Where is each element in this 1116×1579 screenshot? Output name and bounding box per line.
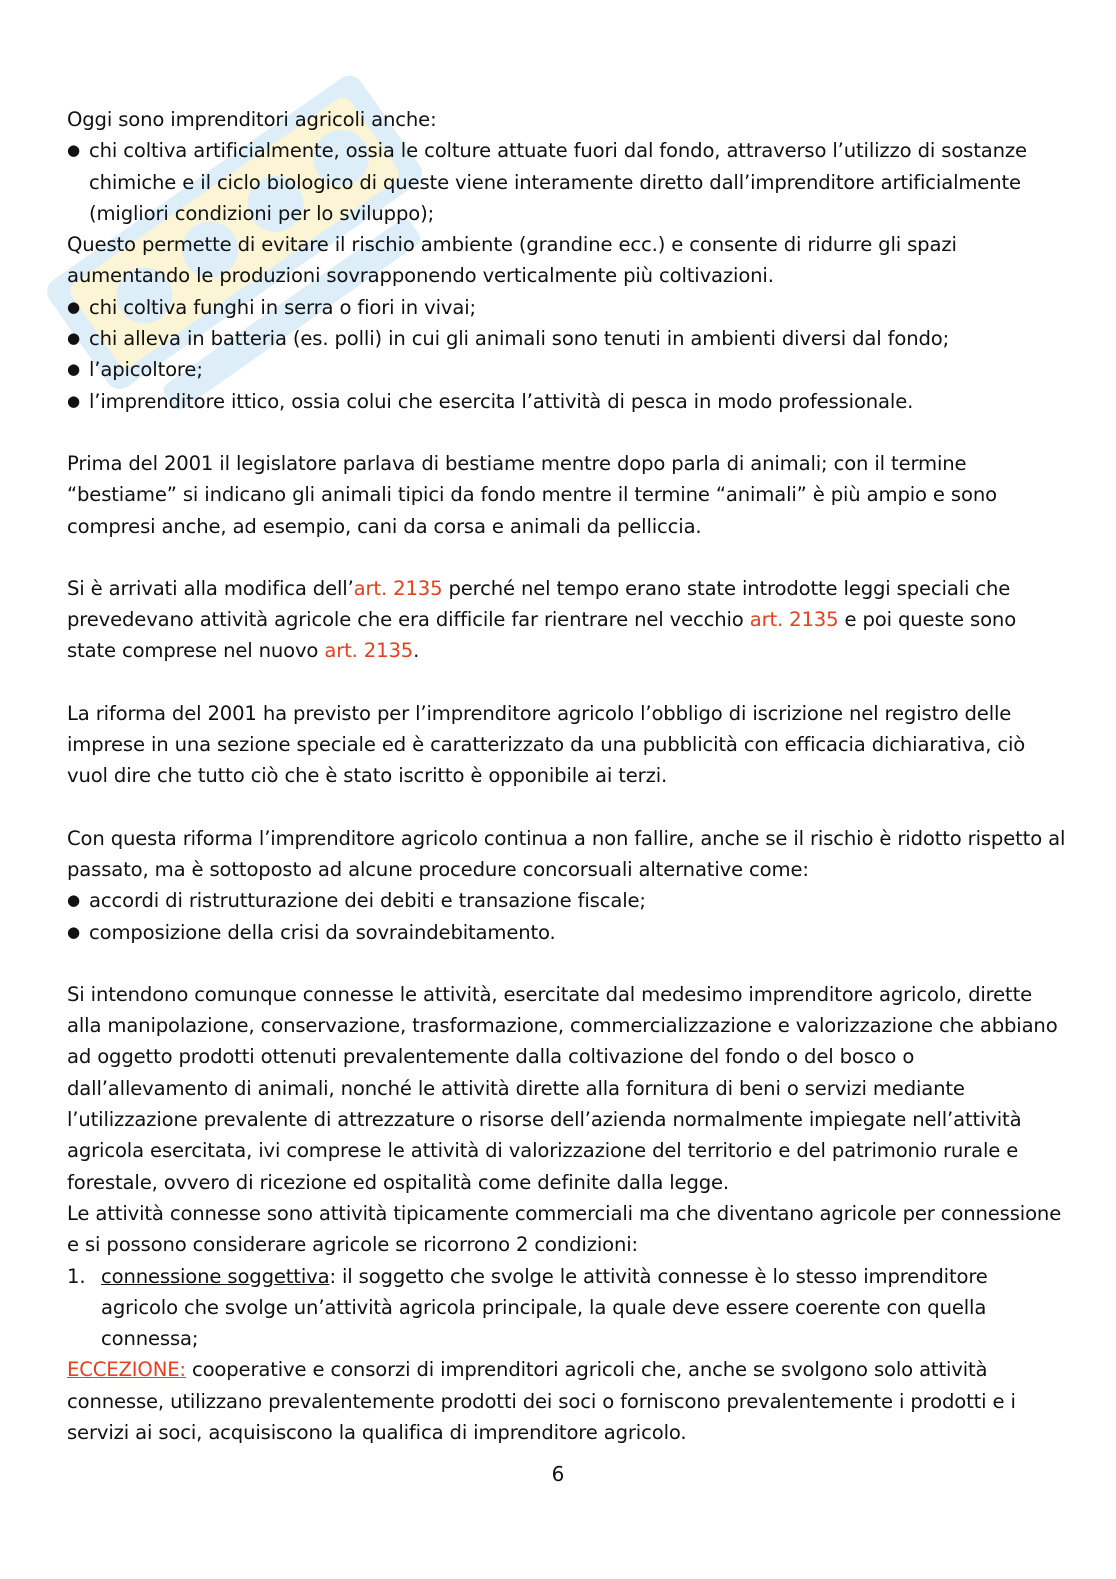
article-link[interactable]: art. 2135 <box>749 608 839 632</box>
text-run: : il soggetto che svolge le attività connesse è lo stesso imprenditore agricolo che svolge un’attività agricola principale, la quale deve essere coerente con quella connessa; <box>101 1264 988 1351</box>
list-item: ● chi alleva in batteria (es. polli) in cui gli animali sono tenuti in ambienti diversi dal fondo; <box>67 323 1067 354</box>
list-number: 1. <box>67 1264 86 1288</box>
paragraph-art-2135 <box>67 573 1067 667</box>
paragraph-intro: Oggi sono imprenditori agricoli anche: <box>67 108 437 131</box>
numbered-list <box>67 1261 1067 1355</box>
list-item: ● chi coltiva artificialmente, ossia le colture attuate fuori dal fondo, attraverso l’utilizzo di sostanze chimiche e il ciclo biologico di queste viene interamente diretto dall’imprenditore artificialmente (migliori condizioni per lo sviluppo); <box>67 135 1067 229</box>
bullet-list-1 <box>67 135 1067 229</box>
article-link[interactable]: art. 2135 <box>353 576 443 600</box>
text-run: perché nel tempo erano state introdotte leggi speciali che prevedevano attività agricole che era difficile far rientrare nel vecchio <box>67 576 1011 632</box>
page-number: 6 <box>551 1462 565 1486</box>
paragraph: Le attività connesse sono attività tipicamente commerciali ma che diventano agricole per connessione e si possono considerare agricole se ricorrono 2 condizioni: <box>67 1201 1062 1257</box>
list-item: ● l’apicoltore; <box>67 354 1067 385</box>
bullet-list-3 <box>67 885 1067 948</box>
list-item: ● accordi di ristrutturazione dei debiti e transazione fiscale; <box>67 885 1067 916</box>
exception-paragraph <box>67 1354 1067 1448</box>
paragraph: Si intendono comunque connesse le attività, esercitate dal medesimo imprenditore agricolo, dirette alla manipolazione, conservazione, trasformazione, commercializzazione e valorizzazione che abbiano ad oggetto prodotti ottenuti prevalentemente dalla coltivazione del fondo o del bosco o dall’allevamento di animali, nonché le attività dirette alla fornitura di beni o servizi mediante l’utilizzazione prevalente di attrezzature o risorse dell’azienda normalmente impiegate nell’attività agricola esercitata, ivi comprese le attività di valorizzazione del territorio e del patrimonio rurale e forestale, ovvero di ricezione ed ospitalità come definite dalla legge. <box>67 982 1058 1194</box>
text-run: cooperative e consorzi di imprenditori agricoli che, anche se svolgono solo attività connesse, utilizzano prevalentemente prodotti dei soci o forniscono prevalentemente i prodotti e i servizi ai soci, acquisiscono la qualifica di imprenditore agricolo. <box>67 1358 1016 1444</box>
paragraph: Prima del 2001 il legislatore parlava di bestiame mentre dopo parla di animali; con il termine “bestiame” si indicano gli animali tipici da fondo mentre il termine “animali” è più ampio e sono compresi anche, ad esempio, cani da corsa e animali da pelliccia. <box>67 451 997 538</box>
paragraph: La riforma del 2001 ha previsto per l’imprenditore agricolo l’obbligo di iscrizione nel registro delle imprese in una sezione speciale ed è caratterizzato da una pubblicità con efficacia dichiarativa, ciò vuol dire che tutto ciò che è stato iscritto è opponibile ai terzi. <box>67 701 1026 788</box>
paragraph: Questo permette di evitare il rischio ambiente (grandine ecc.) e consente di ridurre gli spazi aumentando le produzioni sovrapponendo verticalmente più coltivazioni. <box>67 233 957 288</box>
text-run: . <box>413 639 420 663</box>
list-item: ● chi coltiva funghi in serra o fiori in vivai; <box>67 292 1067 323</box>
article-link[interactable]: art. 2135 <box>324 639 414 663</box>
text-run: Si è arrivati alla modifica dell’ <box>67 576 354 600</box>
exception-label: ECCEZIONE: <box>67 1358 186 1382</box>
list-item: ● l’imprenditore ittico, ossia colui che esercita l’attività di pesca in modo professionale. <box>67 386 1067 417</box>
list-item <box>67 1261 1067 1355</box>
text-run: e poi queste sono state comprese nel nuovo <box>67 608 1017 663</box>
paragraph: Con questa riforma l’imprenditore agricolo continua a non fallire, anche se il rischio è ridotto rispetto al passato, ma è sottoposto ad alcune procedure concorsuali alternative come: <box>67 826 1066 881</box>
bullet-list-2 <box>67 292 1067 417</box>
list-item: ● composizione della crisi da sovraindebitamento. <box>67 917 1067 948</box>
term-underlined: connessione soggettiva <box>101 1264 330 1288</box>
document-body <box>67 104 1067 1448</box>
